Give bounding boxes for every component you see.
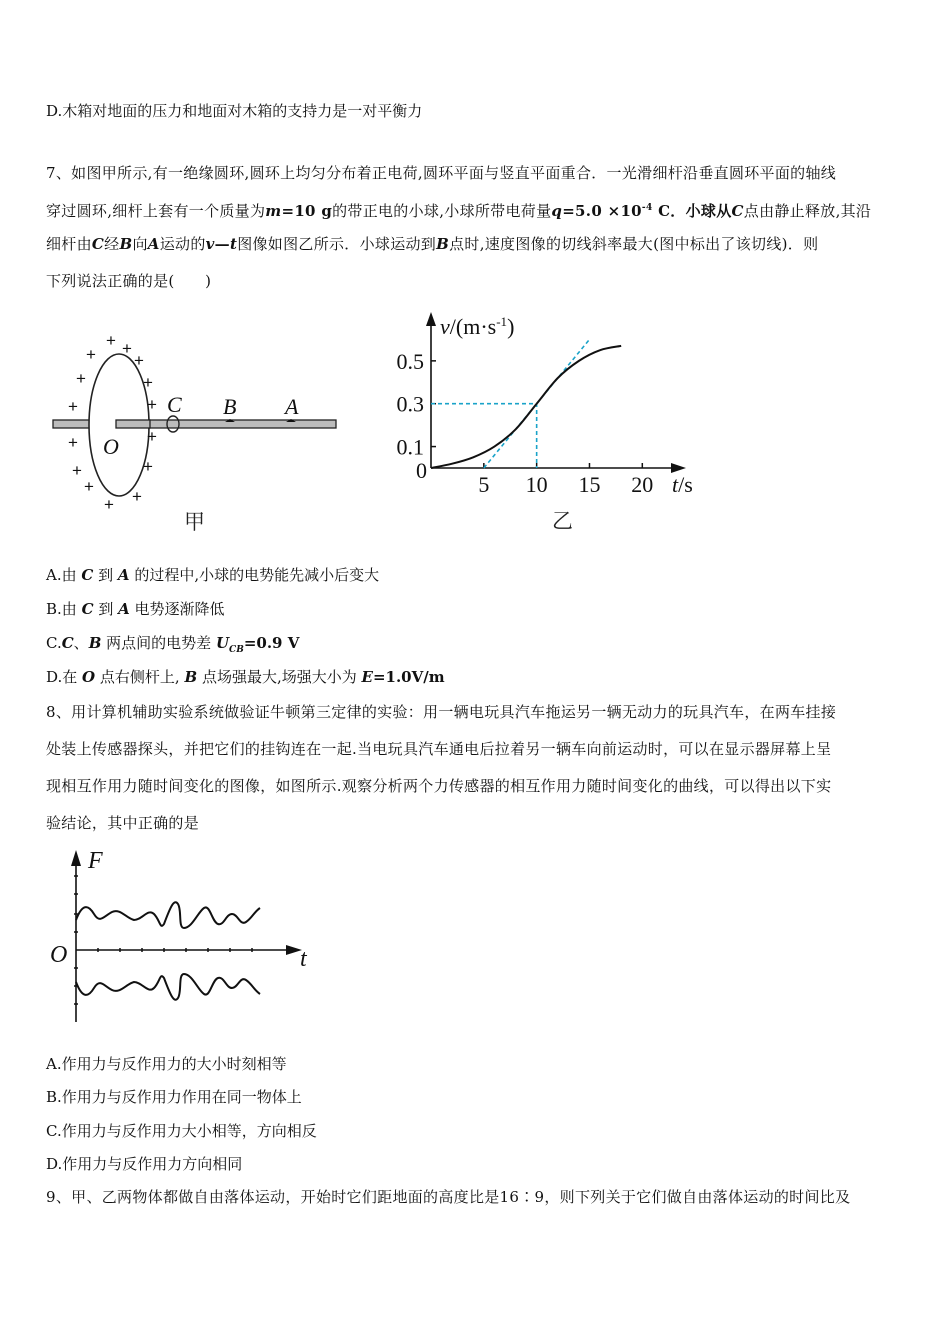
ticks <box>431 361 642 468</box>
q7-option-d[interactable]: D.在 O 点右侧杆上, B 点场强最大,场强大小为 E=1.0V/m <box>46 668 445 686</box>
q8-line-2: 处装上传感器探头，并把它们的挂钩连在一起.当电玩具汽车通电后拉着另一辆车向前运动时，可以在显示器屏幕上呈 <box>46 740 832 758</box>
q7-line-4: 下列说法正确的是( ) <box>46 272 212 290</box>
q8-option-b[interactable]: B.作用力与反作用力作用在同一物体上 <box>46 1088 302 1106</box>
x-tick-label: 10 <box>525 472 548 497</box>
y-tick-label: 0.1 <box>396 434 424 460</box>
q8-line-1: 8、用计算机辅助实验系统做验证牛顿第三定律的实验：用一辆电玩具汽车拖运另一辆无动力的玩具汽车，在两车挂接 <box>46 703 837 721</box>
q8-line-3: 现相互作用力随时间变化的图像，如图所示.观察分析两个力传感器的相互作用力随时间变化的曲线，可以得出以下实 <box>46 777 832 795</box>
q7-option-b[interactable]: B.由 C 到 A 电势逐渐降低 <box>46 600 225 618</box>
figure-yi-vt-graph <box>386 306 716 538</box>
svg-text:+: + <box>143 373 153 392</box>
caption-yi: 乙 <box>552 509 573 533</box>
prev-option-d: D.木箱对地面的压力和地面对木箱的支持力是一对平衡力 <box>46 102 423 120</box>
force-curve-upper <box>76 902 260 928</box>
origin-label: 0 <box>416 458 427 483</box>
dashed-guide-lines <box>431 404 537 468</box>
y-tick-label: 0.5 <box>396 348 424 374</box>
q7-option-c[interactable]: C.C、B 两点间的电势差 $U_{CB}=0.9$ V <box>46 634 300 655</box>
svg-text:+: + <box>68 397 78 416</box>
q8-option-a[interactable]: A.作用力与反作用力的大小时刻相等 <box>46 1055 287 1073</box>
figure-jia-ring <box>46 330 346 540</box>
svg-text:+: + <box>84 477 94 496</box>
svg-text:+: + <box>122 339 132 358</box>
svg-text:+: + <box>134 351 144 370</box>
tick-labels <box>397 349 654 497</box>
label-a: A <box>285 394 299 419</box>
svg-text:+: + <box>68 433 78 452</box>
f-axis-arrow <box>71 850 81 866</box>
t-axis-label: t <box>300 946 307 972</box>
svg-text:+: + <box>86 345 96 364</box>
y-axis-label: $v/(m\cdot s^{-1})$ <box>440 314 515 339</box>
label-b: B <box>223 394 237 419</box>
svg-text:+: + <box>72 461 82 480</box>
f-axis-label: F <box>88 848 103 874</box>
y-tick-label: 0.3 <box>396 391 424 417</box>
svg-text:+: + <box>106 331 116 350</box>
x-tick-label: 5 <box>478 472 490 497</box>
svg-text:+: + <box>76 369 86 388</box>
x-tick-label: 15 <box>578 472 601 497</box>
svg-text:+: + <box>143 457 153 476</box>
label-c: C <box>167 392 182 417</box>
velocity-curve <box>431 346 621 468</box>
q7-option-a[interactable]: A.由 C 到 A 的过程中,小球的电势能先减小后变大 <box>46 566 380 584</box>
force-curve-lower <box>76 974 260 1000</box>
q7-line-2: 穿过圆环,细杆上套有一个质量为m=10 g的带正电的小球,小球所带电荷量$q=5.0 \times 10^{-4}$ C．小球从C点由静止释放,其沿 <box>46 202 872 220</box>
rod-front-segment <box>116 420 150 428</box>
axis-ticks <box>74 876 252 1004</box>
svg-text:+: + <box>147 395 157 414</box>
svg-text:+: + <box>104 495 114 514</box>
q8-option-c[interactable]: C.作用力与反作用力大小相等，方向相反 <box>46 1122 317 1140</box>
y-axis-arrow <box>426 312 436 326</box>
x-tick-label: 20 <box>631 472 654 497</box>
caption-jia: 甲 <box>184 510 205 534</box>
svg-text:+: + <box>132 487 142 506</box>
label-o: O <box>103 434 119 459</box>
x-axis-label: t/s <box>672 472 693 497</box>
q8-option-d[interactable]: D.作用力与反作用力方向相同 <box>46 1155 243 1173</box>
svg-text:+: + <box>147 427 157 446</box>
q7-line-1: 7、如图甲所示,有一绝缘圆环,圆环上均匀分布着正电荷,圆环平面与竖直平面重合．一光滑细杆沿垂直圆环平面的轴线 <box>46 164 837 182</box>
figure-force-time <box>46 842 318 1028</box>
q7-line-3: 细杆由C经B向A运动的v—t图像如图乙所示．小球运动到B点时,速度图像的切线斜率最大(图中标出了该切线)．则 <box>46 235 819 253</box>
q8-line-4: 验结论，其中正确的是 <box>46 814 200 832</box>
q9-line-1: 9、甲、乙两物体都做自由落体运动，开始时它们距地面的高度比是16∶9，则下列关于它们做自由落体运动的时间比及 <box>46 1188 851 1206</box>
origin-o-label: O <box>50 942 68 968</box>
